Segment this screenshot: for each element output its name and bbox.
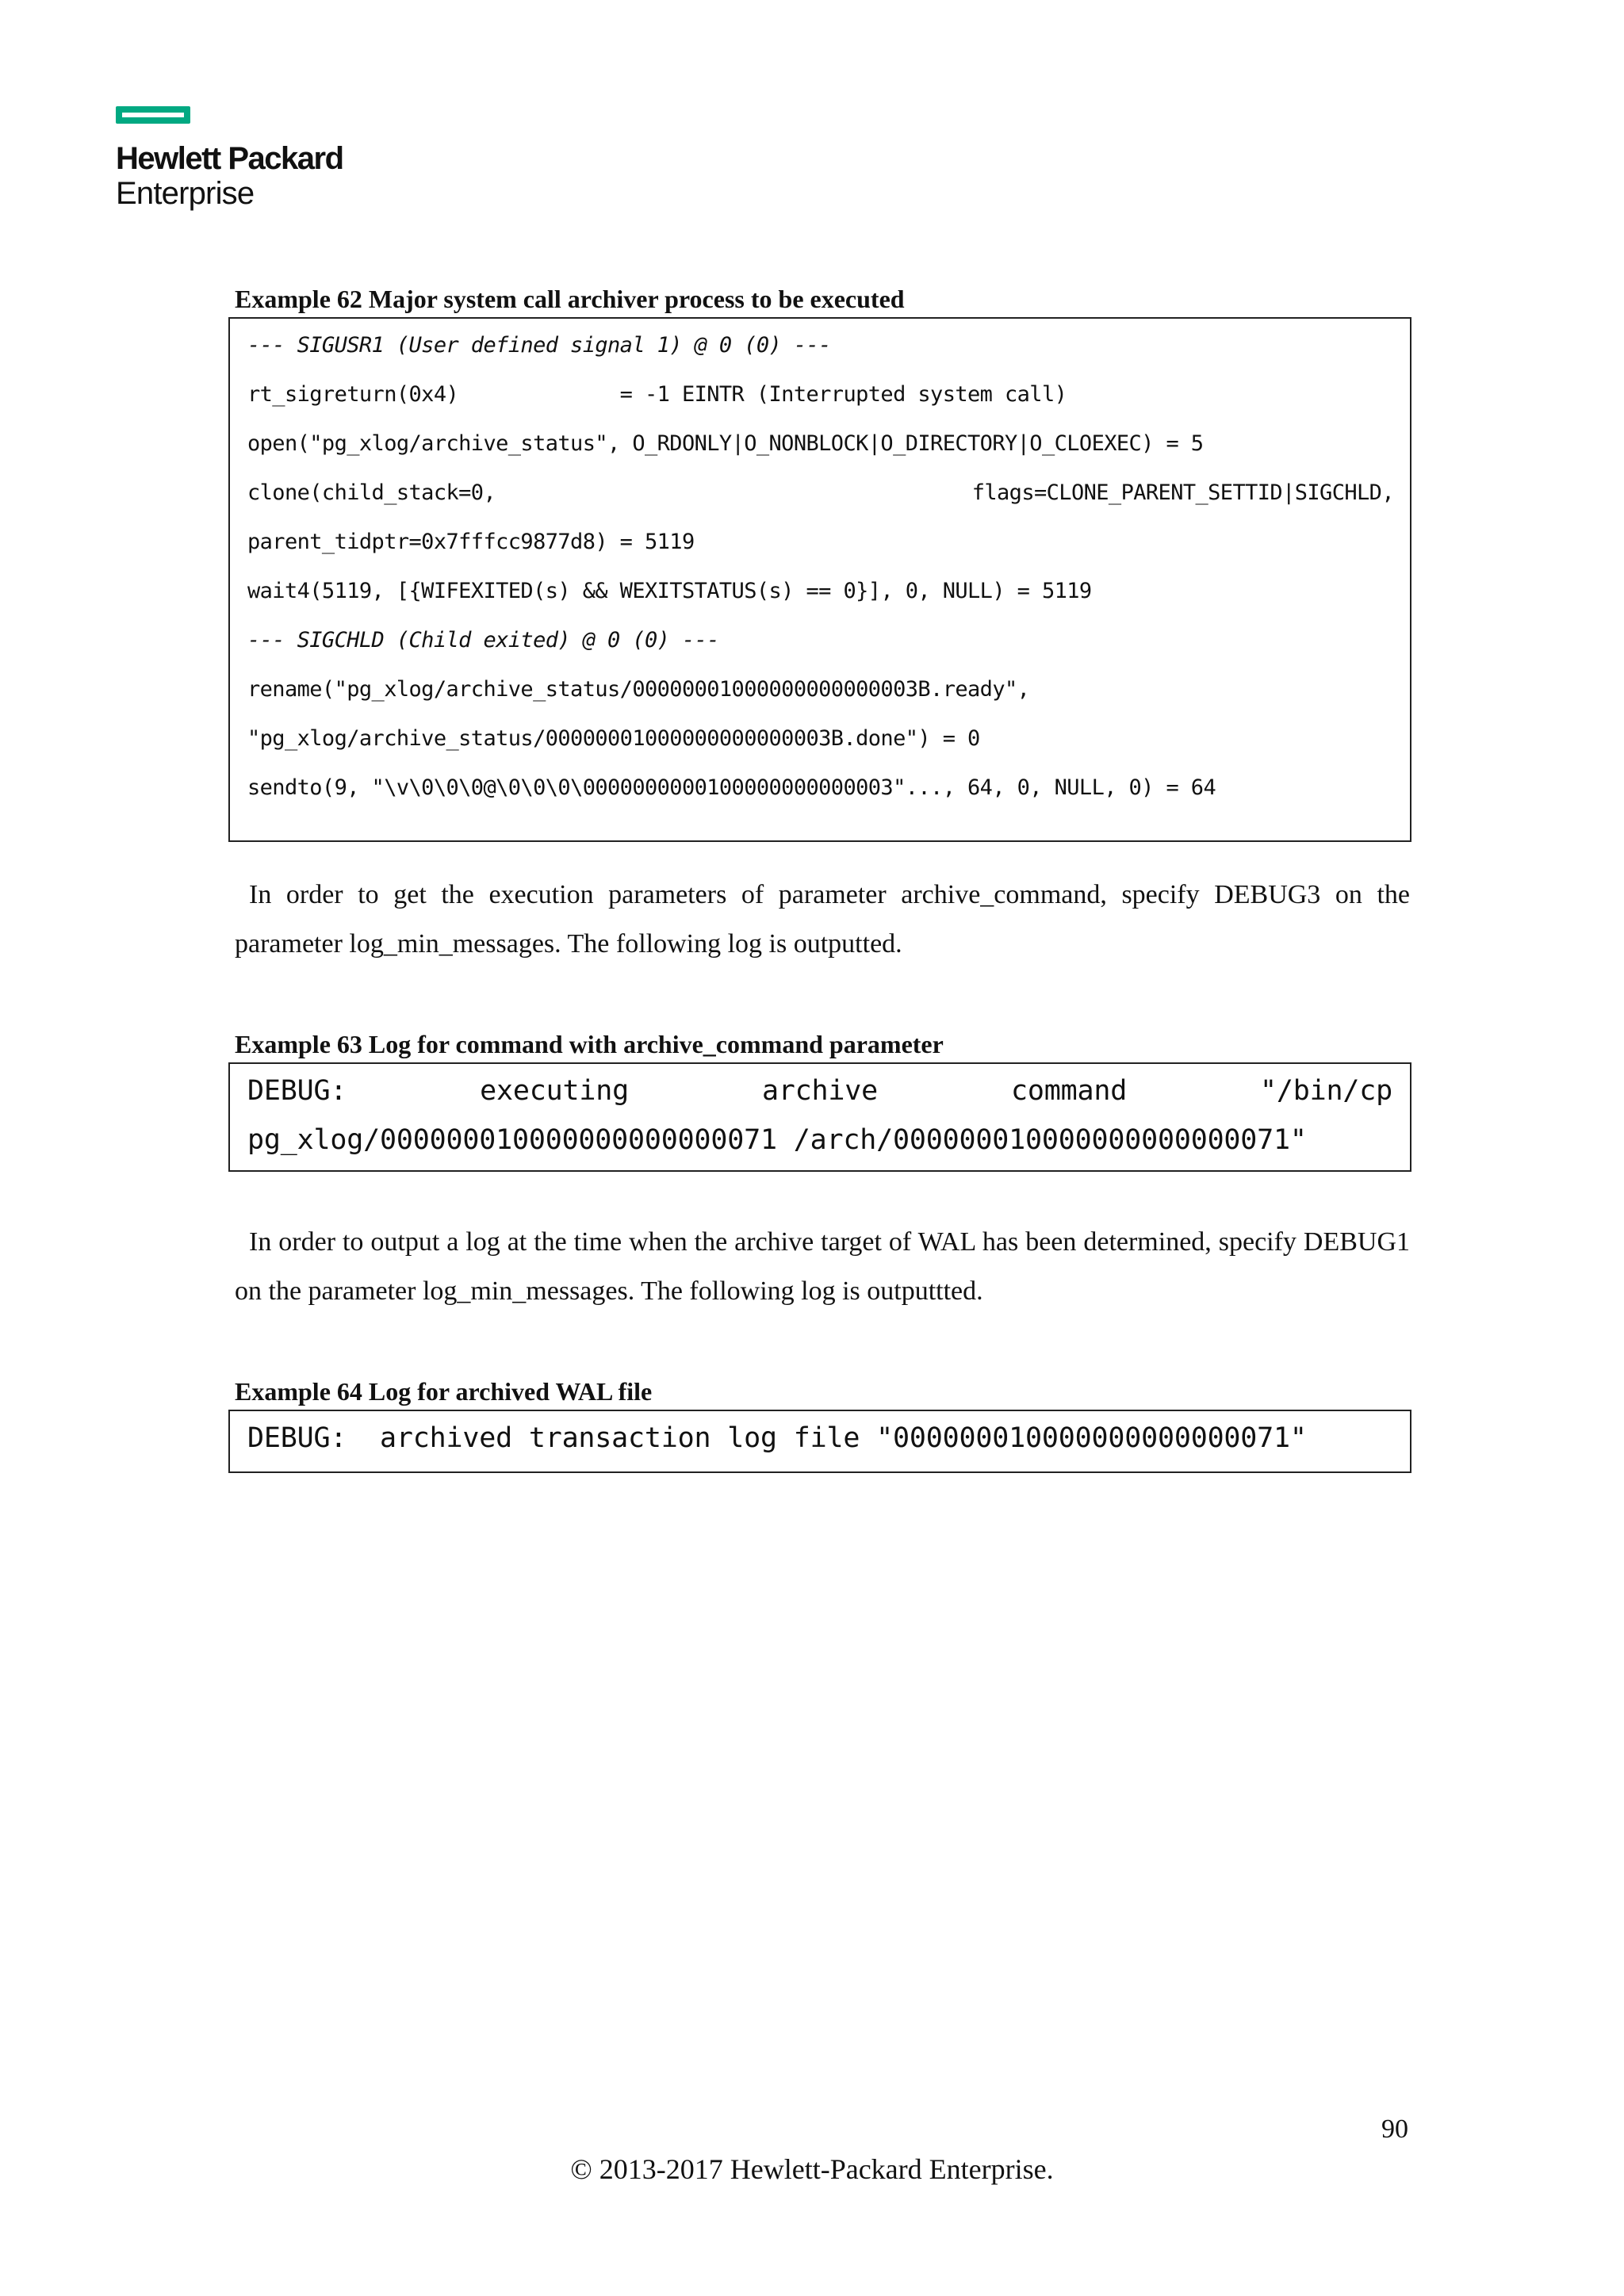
code-word: command (1010, 1075, 1128, 1107)
code-word: executing (480, 1075, 630, 1107)
example-64-caption: Example 64 Log for archived WAL file (235, 1377, 653, 1406)
code-line-spread (247, 1075, 1392, 1107)
logo-text-line2: Enterprise (116, 176, 255, 211)
logo-text-line1: Hewlett Packard (116, 141, 343, 176)
code-word: "/bin/cp (1260, 1075, 1392, 1107)
code-line: flags=CLONE_PARENT_SETTID|SIGCHLD, (971, 480, 1394, 505)
code-word: DEBUG: (247, 1075, 347, 1107)
example-63-caption: Example 63 Log for command with archive_command parameter (235, 1030, 944, 1058)
logo-bar-icon (116, 106, 190, 124)
code-line: DEBUG: archived transaction log file "000000010000000000000071" (247, 1422, 1307, 1454)
paragraph-text: In order to output a log at the time when the archive target of WAL has been determined, specify DEBUG1 on the parameter log_min_messages. The following log is outputtted. (235, 1227, 1410, 1306)
code-line: --- SIGCHLD (Child exited) @ 0 (0) --- (247, 628, 719, 652)
code-line: --- SIGUSR1 (User defined signal 1) @ 0 (0) --- (247, 333, 831, 358)
code-line: open("pg_xlog/archive_status", O_RDONLY|O_NONBLOCK|O_DIRECTORY|O_CLOEXEC) = 5 (247, 431, 1204, 456)
paragraph-debug1 (235, 1218, 1410, 1316)
copyright-footer: © 2013-2017 Hewlett-Packard Enterprise. (570, 2153, 1054, 2185)
code-line: rename("pg_xlog/archive_status/00000001000000000000003B.ready", (247, 677, 1030, 702)
code-line: clone(child_stack=0, (247, 480, 496, 505)
code-line: "pg_xlog/archive_status/00000001000000000000003B.done") = 0 (247, 726, 980, 751)
code-line: sendto(9, "\v\0\0\0@\0\0\0\0000000000100000000000003"..., 64, 0, NULL, 0) = 64 (247, 775, 1216, 800)
code-line: wait4(5119, [{WIFEXITED(s) && WEXITSTATUS(s) == 0}], 0, NULL) = 5119 (247, 579, 1092, 603)
code-line: pg_xlog/000000010000000000000071 /arch/000000010000000000000071" (247, 1124, 1307, 1156)
example-63-code-block (228, 1062, 1411, 1172)
example-64-code-block (228, 1410, 1411, 1473)
example-62-caption: Example 62 Major system call archiver process to be executed (235, 285, 905, 313)
paragraph-text: In order to get the execution parameters of parameter archive_command, specify DEBUG3 on the parameter log_min_messages. The following log is outputted. (235, 880, 1410, 959)
hpe-logo (116, 106, 370, 211)
code-line: rt_sigreturn(0x4) = -1 EINTR (Interrupted system call) (247, 382, 1067, 407)
code-line: parent_tidptr=0x7fffcc9877d8) = 5119 (247, 530, 695, 554)
example-62-code-block (228, 317, 1411, 842)
paragraph-debug3 (235, 871, 1410, 969)
code-word: archive (761, 1075, 879, 1107)
page-number: 90 (1381, 2114, 1408, 2144)
